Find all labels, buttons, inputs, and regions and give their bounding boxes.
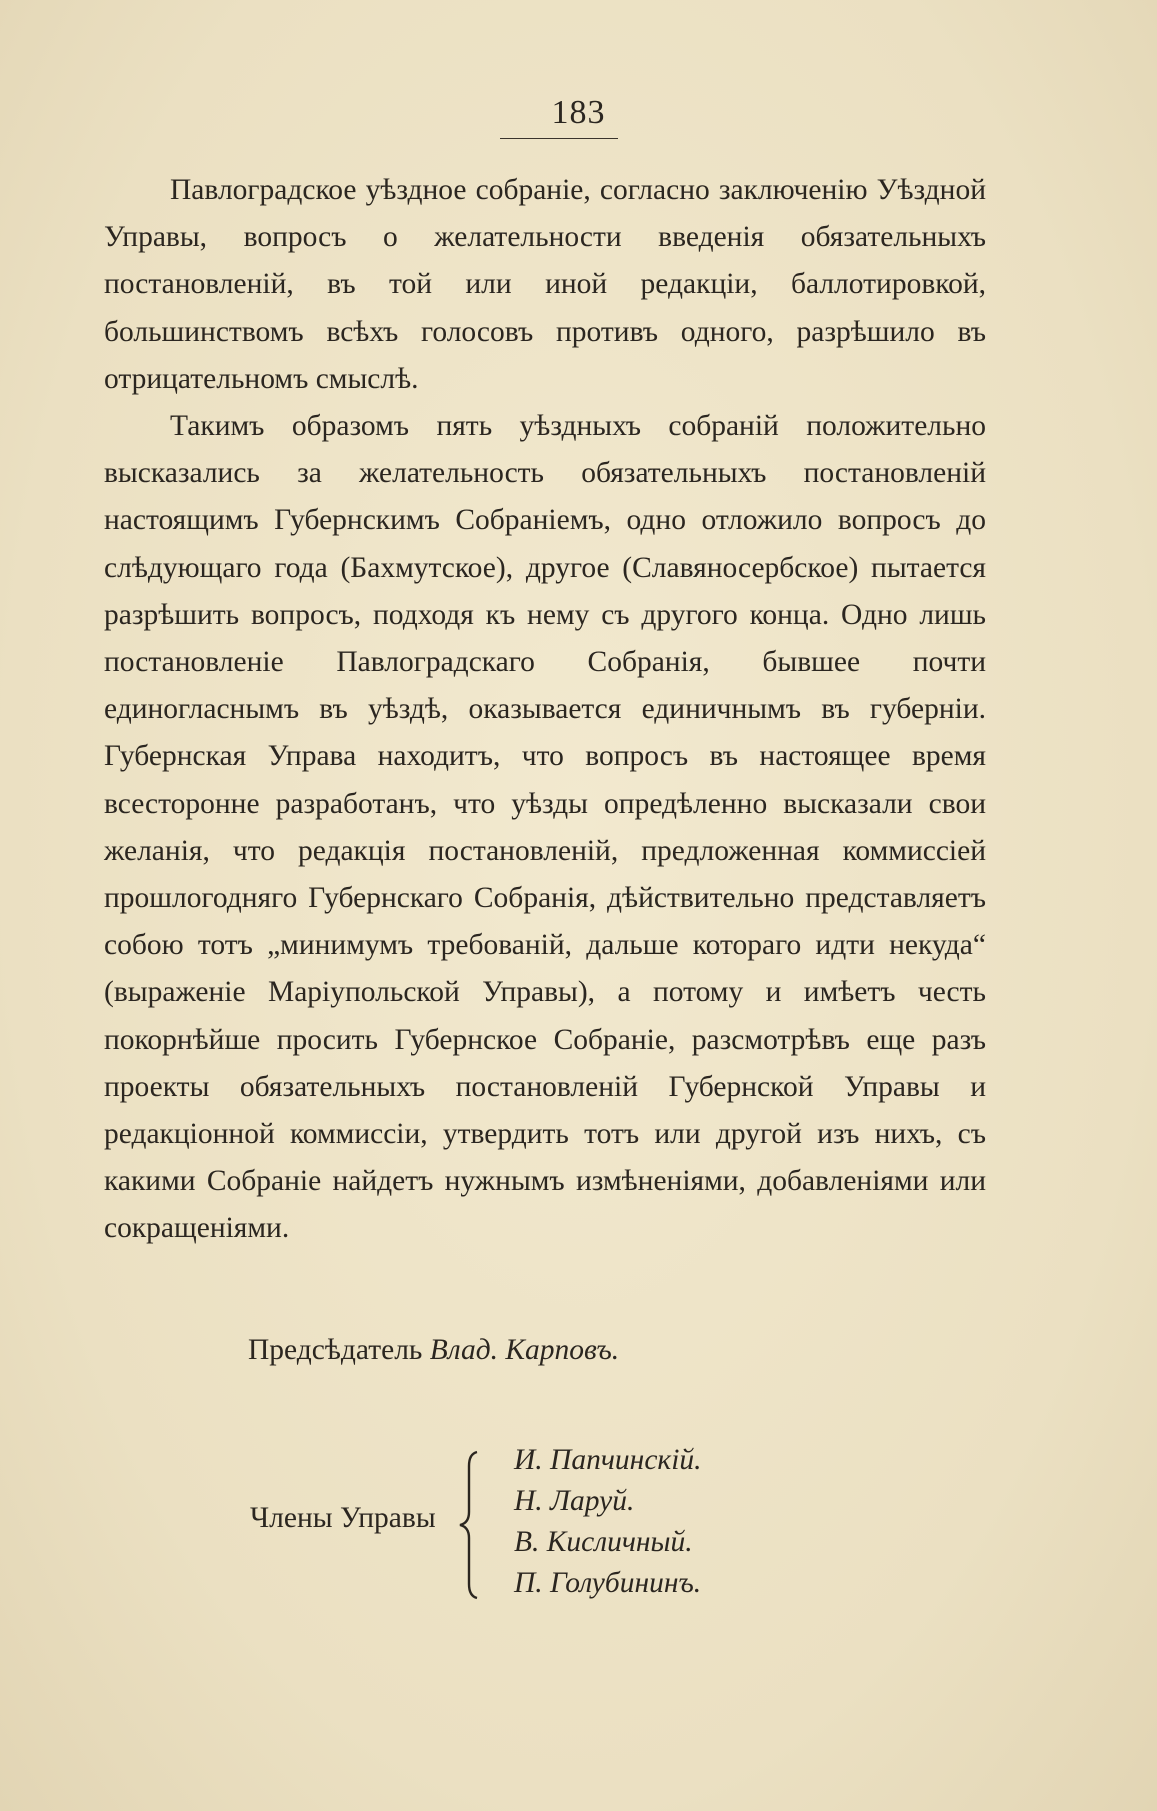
paragraph-1: Павлоградское уѣздное собраніе, согласно заключенію Уѣздной Управы, вопросъ о желательности введенія обязательныхъ постановленій, въ той или иной редакціи, баллотировкой, большинствомъ всѣхъ голосовъ противъ одного, разрѣшило въ отрицательномъ смыслѣ. [104, 174, 986, 395]
chairman-label: Предсѣдатель [248, 1334, 423, 1366]
board-member-2: Н. Ларуй. [514, 1485, 635, 1517]
board-member-1: И. Папчинскій. [514, 1444, 702, 1476]
chairman-name: Влад. Карповъ. [429, 1334, 620, 1366]
chairman-signature [248, 1330, 619, 1370]
paragraph-2: Такимъ образомъ пять уѣздныхъ собраній положительно высказались за желательность обязательныхъ постановленій настоящимъ Губернскимъ Собраніемъ, одно отложило вопросъ до слѣдующаго года (Бахмутское), другое (Славяносербское) пытается разрѣшить вопросъ, подходя къ нему съ другого конца. Одно лишь постановленіе Павлоградскаго Собранія, бывшее почти единогласнымъ въ уѣздѣ, оказывается единичнымъ въ губерніи. Губернская Управа находитъ, что вопросъ въ настоящее время всесторонне разработанъ, что уѣзды опредѣленно высказали свои желанія, что редакція постановленій, предложенная коммиссіей прошлогодняго Губернскаго Собранія, дѣйствительно представляетъ собою тотъ „минимумъ требованій, дальше котораго идти некуда“ (выраженіе Маріупольской Управы), а потому и имѣетъ честь покорнѣйше просить Губернское Собраніе, разсмотрѣвъ еще разъ проекты обязательныхъ постановленій Губернской Управы и редакціонной коммиссіи, утвердить тотъ или другой изъ нихъ, съ какими Собраніе найдетъ нужнымъ измѣненіями, добавленіями или сокращеніями. [104, 410, 986, 1245]
curly-brace-icon [455, 1450, 489, 1600]
board-member-3: В. Кисличный. [514, 1526, 693, 1558]
page-number-rule [500, 138, 618, 139]
body-text [104, 167, 986, 1253]
page-number: 183 [551, 94, 606, 131]
board-members-label: Члены Управы [250, 1502, 436, 1534]
board-members-list [514, 1440, 702, 1604]
board-member-4: П. Голубининъ. [514, 1567, 702, 1599]
